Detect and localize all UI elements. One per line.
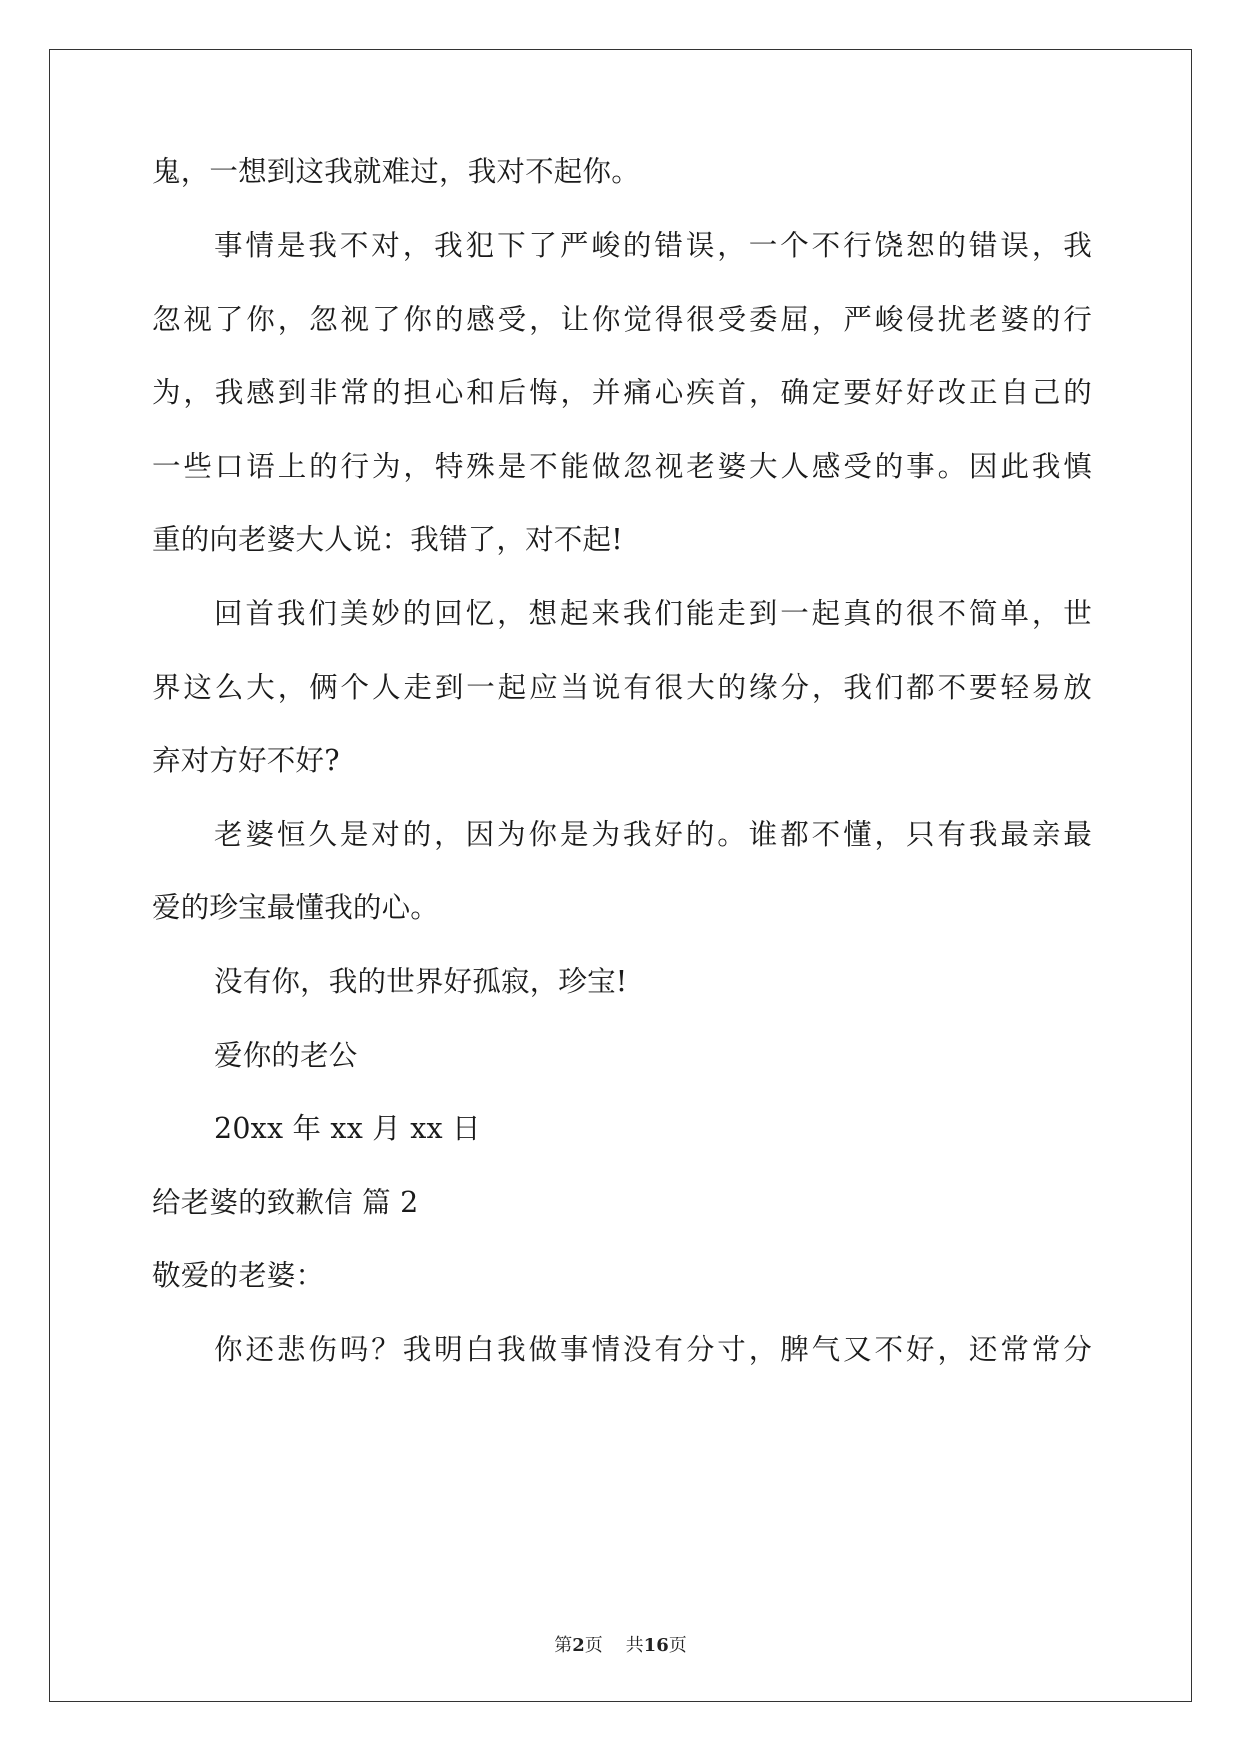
- text-line-9: 弃对方好不好?: [152, 744, 340, 777]
- text-line-17: 你还悲伤吗？我明白我做事情没有分寸，脾气又不好，还常常分: [214, 1333, 1092, 1366]
- text-line-7: 回首我们美妙的回忆，想起来我们能走到一起真的很不简单，世: [214, 597, 1092, 630]
- text-line-12: 没有你，我的世界好孤寂，珍宝!: [214, 965, 628, 998]
- footer-page-suffix: 页: [584, 1635, 603, 1656]
- footer-page-number: 2: [572, 1635, 585, 1656]
- text-line-4: 为，我感到非常的担心和后悔，并痛心疾首，确定要好好改正自己的: [152, 376, 1092, 409]
- text-line-6: 重的向老婆大人说：我错了，对不起!: [152, 523, 623, 556]
- signature-line: 爱你的老公: [214, 1039, 358, 1072]
- date-line: 20xx 年 xx 月 xx 日: [214, 1112, 481, 1145]
- text-line-3: 忽视了你，忽视了你的感受，让你觉得很受委屈，严峻侵扰老婆的行: [152, 303, 1092, 336]
- text-line-1: 鬼，一想到这我就难过，我对不起你。: [152, 155, 640, 188]
- salutation-line: 敬爱的老婆：: [152, 1259, 325, 1292]
- section-heading: 给老婆的致歉信 篇 2: [152, 1186, 419, 1219]
- page-border: [49, 49, 1192, 1702]
- footer-total-pages: 16: [643, 1635, 669, 1656]
- text-line-2: 事情是我不对，我犯下了严峻的错误，一个不行饶恕的错误，我: [214, 229, 1092, 262]
- footer-total-suffix: 页: [668, 1635, 687, 1656]
- page-footer: [0, 1634, 1241, 1658]
- text-line-8: 界这么大，俩个人走到一起应当说有很大的缘分，我们都不要轻易放: [152, 671, 1092, 704]
- text-line-11: 爱的珍宝最懂我的心。: [152, 891, 440, 924]
- text-line-10: 老婆恒久是对的，因为你是为我好的。谁都不懂，只有我最亲最: [214, 818, 1092, 851]
- footer-total-prefix: 共: [625, 1635, 644, 1656]
- text-line-5: 一些口语上的行为，特殊是不能做忽视老婆大人感受的事。因此我慎: [152, 450, 1092, 483]
- footer-prefix: 第: [554, 1635, 573, 1656]
